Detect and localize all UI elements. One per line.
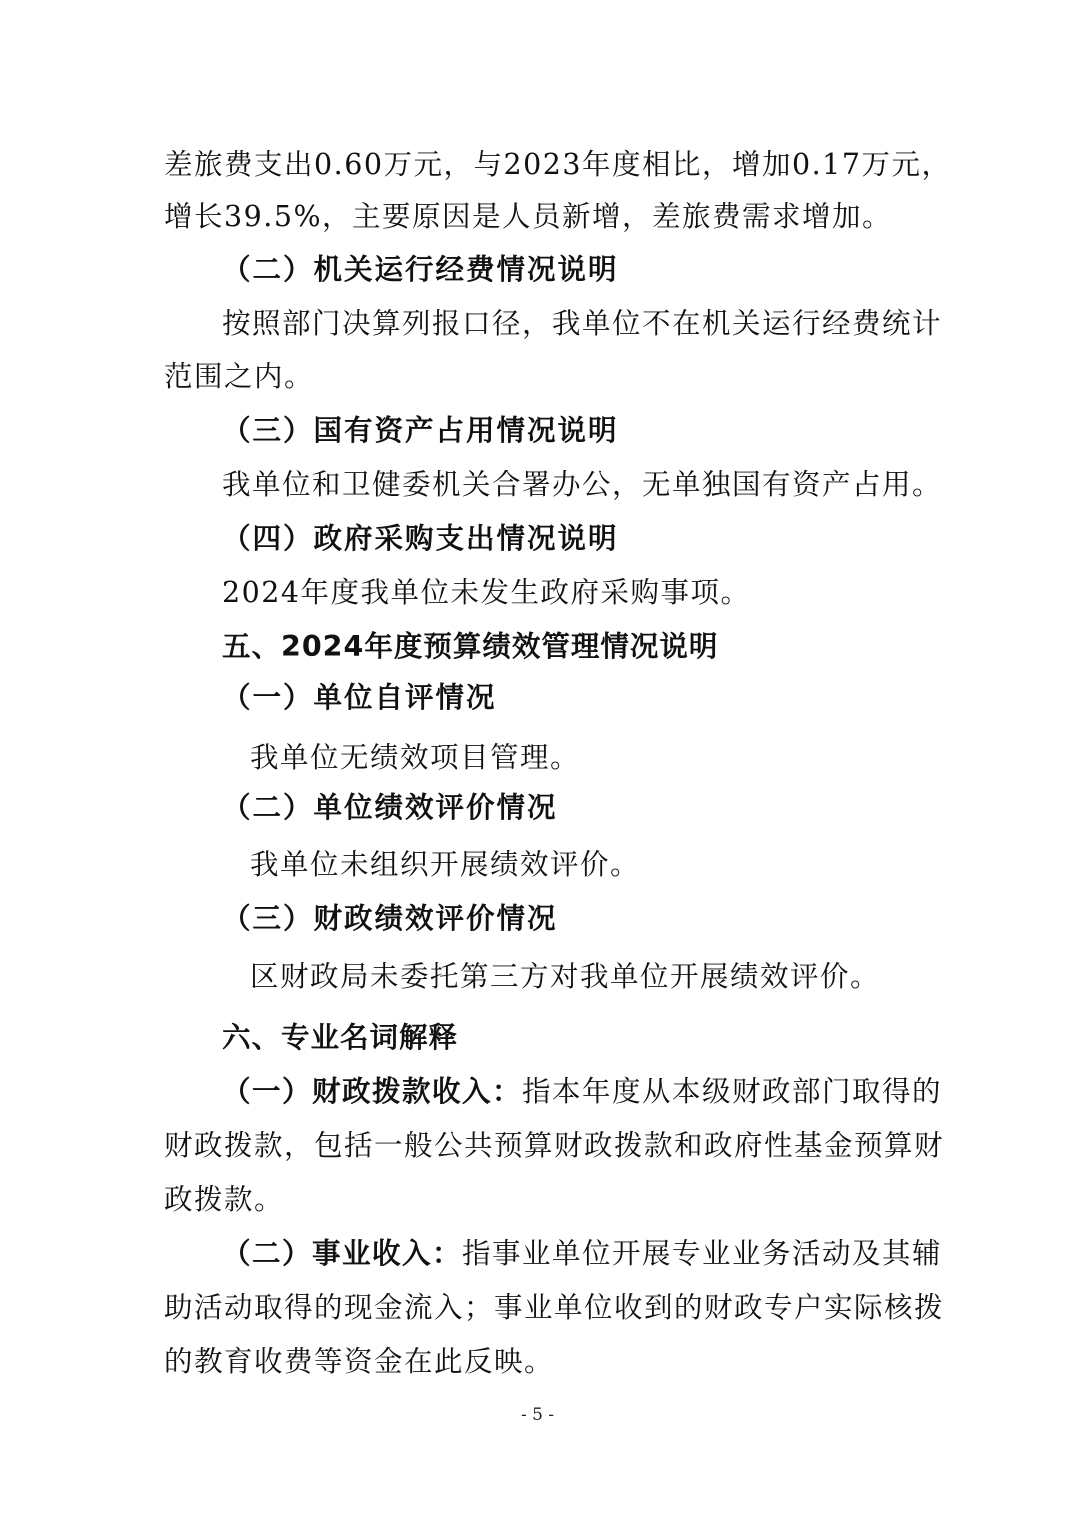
term-business-income: （二）事业收入： — [222, 1237, 463, 1270]
heading-fiscal-performance: （三）财政绩效评价情况 — [222, 902, 558, 935]
heading-section-six: 六、专业名词解释 — [222, 1021, 459, 1054]
heading-self-evaluation: （一）单位自评情况 — [222, 681, 497, 714]
definition-business-income-line3: 的教育收费等资金在此反映。 — [164, 1345, 555, 1378]
paragraph-gov-procurement: 2024年度我单位未发生政府采购事项。 — [222, 576, 751, 609]
definition-business-income-line1 — [222, 1234, 942, 1274]
definition-fiscal-appropriation-line2: 财政拨款，包括一般公共预算财政拨款和政府性基金预算财 — [164, 1129, 945, 1162]
definition-business-income-text: 指事业单位开展专业业务活动及其辅 — [462, 1237, 943, 1270]
paragraph-unit-performance: 我单位未组织开展绩效评价。 — [250, 848, 641, 881]
paragraph-state-assets: 我单位和卫健委机关合署办公，无单独国有资产占用。 — [222, 468, 943, 501]
heading-operating-expense: （二）机关运行经费情况说明 — [222, 253, 619, 286]
heading-gov-procurement: （四）政府采购支出情况说明 — [222, 522, 619, 555]
paragraph-self-evaluation: 我单位无绩效项目管理。 — [250, 741, 581, 774]
paragraph-travel-expense-line1: 差旅费支出0.60万元，与2023年度相比，增加0.17万元， — [164, 148, 952, 181]
paragraph-fiscal-performance: 区财政局未委托第三方对我单位开展绩效评价。 — [250, 960, 881, 993]
heading-section-five: 五、2024年度预算绩效管理情况说明 — [222, 630, 719, 663]
paragraph-operating-expense-line1: 按照部门决算列报口径，我单位不在机关运行经费统计 — [222, 307, 943, 340]
definition-fiscal-appropriation-text: 指本年度从本级财政部门取得的 — [522, 1075, 943, 1108]
paragraph-travel-expense-line2: 增长39.5%，主要原因是人员新增，差旅费需求增加。 — [164, 200, 893, 233]
definition-fiscal-appropriation-line3: 政拨款。 — [164, 1183, 285, 1216]
heading-unit-performance: （二）单位绩效评价情况 — [222, 791, 558, 824]
definition-business-income-line2: 助活动取得的现金流入；事业单位收到的财政专户实际核拨 — [164, 1291, 945, 1324]
definition-fiscal-appropriation-line1 — [222, 1072, 942, 1112]
paragraph-operating-expense-line2: 范围之内。 — [164, 360, 315, 393]
term-fiscal-appropriation: （一）财政拨款收入： — [222, 1075, 523, 1108]
page-number: - 5 - — [520, 1405, 555, 1425]
heading-state-assets: （三）国有资产占用情况说明 — [222, 414, 619, 447]
